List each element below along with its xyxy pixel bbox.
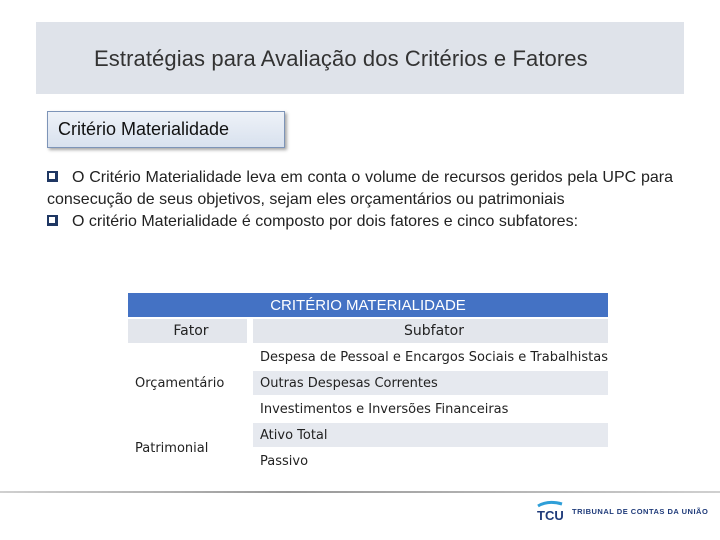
- square-bullet-icon: [47, 215, 58, 226]
- bullet-item-2: [47, 211, 673, 233]
- footer-divider: [0, 491, 720, 493]
- square-bullet-icon: [47, 171, 58, 182]
- logo-text: TRIBUNAL DE CONTAS DA UNIÃO: [572, 506, 709, 516]
- subfator-cell: Despesa de Pessoal e Encargos Sociais e Trabalhistas: [253, 345, 608, 369]
- bullet-item-1: [47, 167, 673, 211]
- header-subfator: Subfator: [253, 319, 608, 343]
- slide-title: Estratégias para Avaliação dos Critérios e Fatores: [94, 46, 588, 71]
- table-title: CRITÉRIO MATERIALIDADE: [128, 293, 608, 317]
- materialidade-table: [128, 291, 608, 475]
- section-label: Critério Materialidade: [58, 119, 230, 139]
- table-row: [128, 345, 608, 369]
- fator-patrimonial: Patrimonial: [128, 423, 253, 473]
- table-header-row: [128, 319, 608, 343]
- tcu-logo-icon: [536, 500, 566, 522]
- bullet-text-1: O Critério Materialidade leva em conta o volume de recursos geridos pela UPC para consecução de seus objetivos, sejam eles orçamentários ou patrimoniais: [47, 169, 673, 208]
- section-label-box: [47, 111, 285, 148]
- subfator-cell: Investimentos e Inversões Financeiras: [253, 397, 608, 421]
- svg-text:TCU: TCU: [537, 508, 564, 522]
- subfator-cell: Ativo Total: [253, 423, 608, 447]
- bullet-list: [47, 167, 673, 233]
- bullet-text-2: O critério Materialidade é composto por dois fatores e cinco subfatores:: [72, 213, 579, 230]
- title-band: [36, 22, 684, 94]
- tcu-logo: [536, 500, 708, 522]
- header-fator: Fator: [128, 319, 253, 343]
- subfator-cell: Outras Despesas Correntes: [253, 371, 608, 395]
- fator-orcamentario: Orçamentário: [128, 345, 253, 421]
- subfator-cell: Passivo: [253, 449, 608, 473]
- table-row: [128, 423, 608, 447]
